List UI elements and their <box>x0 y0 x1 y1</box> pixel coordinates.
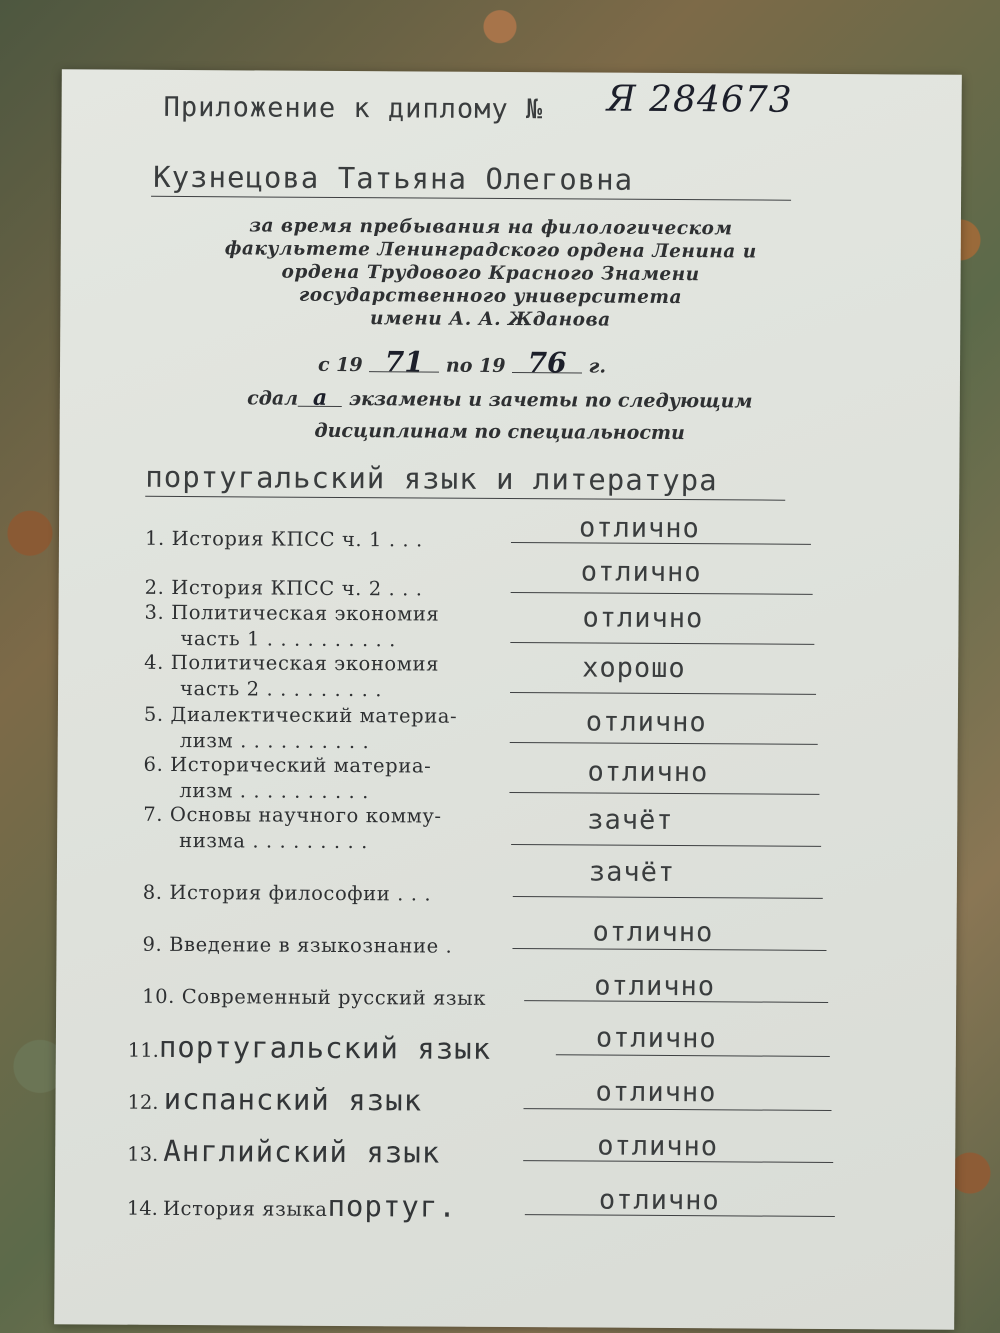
subject-3-line <box>510 642 814 645</box>
diploma-number: Я 284673 <box>606 78 793 121</box>
subject-2-num: 2. <box>144 575 165 599</box>
institution-line-3: ордена Трудового Красного Знамени <box>281 261 700 286</box>
period-to-prefix: по 19 <box>445 354 506 377</box>
subject-4-line1: Политическая экономия <box>170 650 440 676</box>
subject-5-line <box>510 742 818 745</box>
subject-12-line <box>523 1108 831 1111</box>
subject-1-num: 1. <box>144 526 165 550</box>
subject-7-grade: зачёт <box>587 804 674 837</box>
specialty: португальский язык и литература <box>145 459 718 498</box>
subject-9-line <box>512 948 826 951</box>
subject-9-grade: отлично <box>592 916 714 949</box>
subject-2-line <box>511 592 813 595</box>
subject-8 <box>143 880 503 908</box>
passed-text-line2: дисциплинам по специальности <box>314 419 685 445</box>
subject-12-name: испанский язык <box>163 1081 423 1118</box>
subject-4-num: 4. <box>144 650 165 674</box>
subject-1 <box>145 526 505 554</box>
subject-8-grade: зачёт <box>588 856 676 889</box>
subject-6 <box>143 752 503 806</box>
subject-7-line2: низма . . . . . . . . . <box>179 828 368 854</box>
subject-3-line1: Политическая экономия <box>171 600 440 626</box>
subject-8-line <box>513 896 823 899</box>
name-underline <box>151 196 791 201</box>
subject-6-grade: отлично <box>587 756 709 789</box>
diploma-supplement-page <box>54 69 962 1329</box>
subject-2-name: История КПСС ч. 2 . . . <box>171 575 423 601</box>
subject-13 <box>127 1134 440 1170</box>
subject-9-num: 9. <box>142 932 163 956</box>
subject-5-num: 5. <box>143 702 164 726</box>
subject-1-name: История КПСС ч. 1 . . . <box>171 526 423 552</box>
subject-13-grade: отлично <box>597 1130 719 1163</box>
subject-1-grade: отлично <box>578 512 700 545</box>
subject-12-grade: отлично <box>595 1076 717 1109</box>
subject-8-num: 8. <box>142 880 163 904</box>
subject-7-line1: Основы научного комму- <box>169 802 442 828</box>
subject-4-grade: хорошо <box>582 652 686 685</box>
subject-14-name: История языка <box>162 1196 328 1221</box>
subject-11-num: 11. <box>127 1038 159 1062</box>
subject-10-name: Современный русский язык <box>181 985 487 1010</box>
subject-11-grade: отлично <box>595 1022 717 1055</box>
institution-line-2: факультете Ленинградского ордена Ленина и <box>224 238 757 263</box>
subject-6-line2: лизм . . . . . . . . . . <box>179 778 370 804</box>
subject-10-num: 10. <box>142 984 176 1008</box>
subject-12-num: 12. <box>127 1090 159 1114</box>
institution-line-4: государственного университета <box>298 284 683 309</box>
subject-2 <box>145 575 505 603</box>
subject-14-typed: португ. <box>327 1188 457 1224</box>
period-from-prefix: с 19 <box>317 353 363 377</box>
subject-6-num: 6. <box>143 752 164 776</box>
subject-2-grade: отлично <box>580 556 702 589</box>
subject-4 <box>144 650 504 704</box>
subject-7 <box>143 802 503 856</box>
period-to-year: 76 <box>512 354 582 373</box>
subject-5-line1: Диалектический материа- <box>170 702 458 728</box>
subject-9-name: Введение в языкознание . <box>169 932 453 958</box>
subject-10 <box>142 984 562 1013</box>
subject-5-line2: лизм . . . . . . . . . . <box>179 728 370 754</box>
subject-7-line <box>511 844 821 847</box>
study-period <box>317 345 607 380</box>
subject-14 <box>127 1188 457 1224</box>
subject-14-grade: отлично <box>598 1184 720 1217</box>
subject-11-line <box>556 1054 830 1057</box>
subject-4-line <box>510 692 816 695</box>
subject-10-grade: отлично <box>594 970 716 1003</box>
subject-4-line2: часть 2 . . . . . . . . . <box>179 676 383 702</box>
subject-5 <box>144 702 504 756</box>
institution-line-1: за время пребывания на филологическом <box>249 215 733 240</box>
subject-3-num: 3. <box>144 600 165 624</box>
subject-5-grade: отлично <box>585 706 707 739</box>
passed-prefix: сдал <box>247 387 299 410</box>
header-label: Приложение к диплому № <box>163 91 544 126</box>
subject-3 <box>144 600 504 654</box>
subject-3-line2: часть 1 . . . . . . . . . . <box>180 626 397 652</box>
period-suffix: г. <box>588 355 607 378</box>
passed-exams-text <box>170 382 830 450</box>
passed-text-line1: экзамены и зачеты по следующим <box>348 388 753 413</box>
subject-14-num: 14. <box>126 1196 158 1220</box>
subject-11-name: португальский язык <box>158 1029 492 1066</box>
subject-8-name: История философии . . . <box>169 880 432 906</box>
institution-line-5: имени А. А. Жданова <box>369 308 611 331</box>
subject-13-num: 13. <box>127 1142 159 1166</box>
subject-6-line <box>509 792 819 795</box>
subject-3-grade: отлично <box>582 602 704 635</box>
subject-11 <box>128 1030 491 1066</box>
student-name: Кузнецова Татьяна Олеговна <box>153 159 634 197</box>
subject-6-line1: Исторический материа- <box>170 752 432 778</box>
subject-13-name: Английский язык <box>163 1133 441 1170</box>
period-from-year: 71 <box>369 353 439 372</box>
passed-ending: а <box>298 390 342 407</box>
subject-7-num: 7. <box>143 802 164 826</box>
subject-12 <box>127 1082 422 1118</box>
subject-9 <box>142 932 502 960</box>
